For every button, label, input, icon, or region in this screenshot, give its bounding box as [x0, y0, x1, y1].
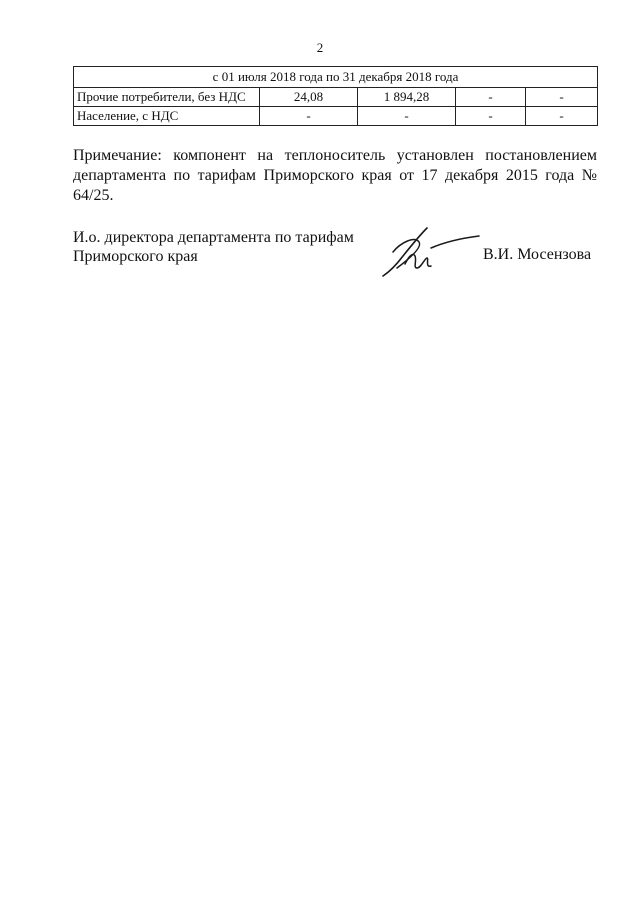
signer-position-line-2: Приморского края — [73, 248, 198, 265]
table-row — [74, 107, 598, 126]
period-header: с 01 июля 2018 года по 31 декабря 2018 года — [74, 67, 598, 88]
table-cell: 24,08 — [260, 88, 358, 107]
signer-position — [73, 228, 354, 266]
row-label: Прочие потребители, без НДС — [74, 88, 260, 107]
note-line-1: Примечание: компонент на теплоноситель установлен постановлением — [73, 147, 597, 164]
table-cell: 1 894,28 — [358, 88, 456, 107]
table-cell: - — [358, 107, 456, 126]
note-line-2: департамента по тарифам Приморского края от 17 декабря 2015 года № 64/25. — [73, 167, 597, 204]
signer-position-line-1: И.о. директора департамента по тарифам — [73, 229, 354, 246]
table-cell: - — [456, 88, 526, 107]
signer-name: В.И. Мосензова — [483, 246, 592, 263]
table-cell: - — [456, 107, 526, 126]
note-paragraph — [73, 146, 597, 206]
tariff-table — [73, 66, 598, 126]
table-period-row — [74, 67, 598, 88]
row-label: Население, с НДС — [74, 107, 260, 126]
page-number: 2 — [316, 40, 324, 55]
table-cell: - — [260, 107, 358, 126]
handwritten-signature — [375, 222, 485, 282]
table-row — [74, 88, 598, 107]
table-cell: - — [526, 107, 598, 126]
table-cell: - — [526, 88, 598, 107]
